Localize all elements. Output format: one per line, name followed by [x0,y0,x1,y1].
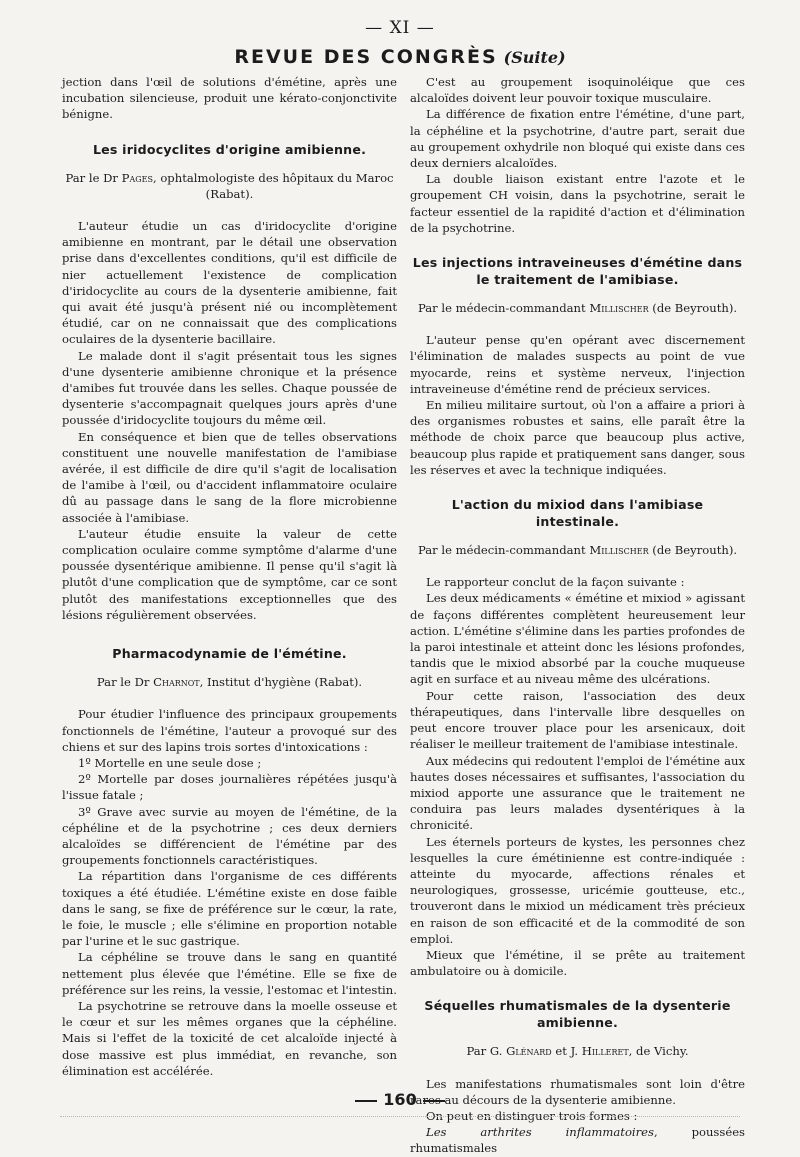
author-name: Hilleret [581,1044,629,1059]
list-item: 1º Mortelle en une seule dose ; [78,755,262,770]
article-heading-injections: Les injections intraveineuses d'émétine dans le traitement de l'amibiase. [412,255,743,288]
continued-paragraph: jection dans l'œil de solutions d'émétine, après une incubation silencieuse, produit une kérato-conjonctivite bénigne. [62,75,397,122]
paragraph: La céphéline se trouve dans le sang en quantité nettement plus élevée que l'émétine. Elle se fixe de préférence sur les reins, la vessie, l'estomac et l'intestin. [62,950,397,997]
article-heading-iridocyclites: Les iridocyclites d'origine amibienne. [92,141,367,157]
author-name: Millischer [589,543,649,558]
article-byline: Par G. Glénard et J. Hilleret, de Vichy. [466,1044,689,1059]
left-column [62,74,397,1079]
paragraph: Pour cette raison, l'association des deux thérapeutiques, dans l'intervalle libre desquelles on peut encore trouver place pour les arsenicaux, doit réaliser le meilleur traitement de l'amibiase intestinale. [410,688,745,752]
paragraph: Aux médecins qui redoutent l'emploi de l'émétine aux hautes doses nécessaires et suffisantes, l'association du mixiod apporte une assurance que le traitement ne conduira pas leurs malades dysentériques à la chronicité. [410,753,745,833]
roman-page-number: — XI — [365,18,435,38]
author-name: Charnot [153,675,200,690]
paragraph: La psychotrine se retrouve dans la moelle osseuse et le cœur et sur les mêmes organes que la céphéline. Mais si l'effet de la toxicité de cet alcaloïde injecté à dose massive est plus immédiat, en revanche, son élimination est accélérée. [62,998,397,1078]
paragraph: La double liaison existant entre l'azote et le groupement CH voisin, dans la psychotrine, serait le facteur essentiel de la rapidité d'action et d'élimination de la psychotrine. [410,172,745,235]
paragraph: La différence de fixation entre l'émétine, d'une part, la céphéline et la psychotrine, d'autre part, serait due au groupement oxhydrile non bloqué qui existe dans ces deux derniers alcaloïdes. [410,107,745,171]
paragraph: Les éternels porteurs de kystes, les personnes chez lesquelles la cure émétinienne est contre-indiquée : atteinte du myocarde, affections rénales et neurologiques, grossesse, uricémie goutteuse, etc., trouveront dans le mixiod un médicament très précieux en raison de son efficacité et de la commodité de son emploi. [410,834,745,946]
paragraph: L'auteur pense qu'en opérant avec discernement l'élimination de malades suspects au point de vue myocarde, reins et système nerveux, l'injection intraveineuse d'émétine rend de précieux services. [410,333,745,396]
title-suffix: (Suite) [503,48,566,67]
paragraph: La répartition dans l'organisme de ces différents toxiques a été étudiée. L'émétine existe en dose faible dans le sang, se fixe de préférence sur le cœur, la rate, le foie, le muscle ; elle s'élimine en proportion notable par l'urine et le suc gastrique. [62,869,397,949]
paragraph: Les deux médicaments « émétine et mixiod » agissant de façons différentes complètent heureusement leur action. L'émétine s'élimine dans les parties profondes de la paroi intestinale et atteint donc les lésions profondes, tandis que le mixiod absorbé par la couche muqueuse agit en surface et au niveau même des ulcérations. [410,591,745,687]
article-byline: Par le Dr Pages, ophtalmologiste des hôpitaux du Maroc (Rabat). [65,170,394,201]
paragraph: En conséquence et bien que de telles observations constituent une nouvelle manifestation de l'amibiase avérée, il est difficile de dire qu'il s'agit de localisation de l'amibe à l'œil, ou d'accident inflammatoire oculaire dû au passage dans le sang de la flore microbienne associée à l'amibiase. [62,429,397,525]
article-heading-mixiod: L'action du mixiod dans l'amibiase intestinale. [451,497,704,530]
paragraph: Pour étudier l'influence des principaux groupements fonctionnels de l'émétine, l'auteur a provoqué sur des chiens et sur des lapins trois sortes d'intoxications : [62,707,397,754]
list-item: 2º Mortelle par doses journalières répétées jusqu'à l'issue fatale ; [62,772,397,803]
article-heading-pharmacodynamie: Pharmacodynamie de l'émétine. [112,646,347,662]
paragraph: On peut en distinguer trois formes : [426,1108,638,1123]
paragraph: L'auteur étudie un cas d'iridocyclite d'origine amibienne en montrant, par le détail une observation prise dans d'excellentes conditions, qu'il est difficile de nier actuellement l'existence de complication d'iridocyclite au cours de la dysenterie amibienne, fait qui avait été jusqu'à présent nié ou incomplètement étudié, car on ne connaissait que des complications oculaires de la dysenterie bacillaire. [62,219,397,347]
paragraph: En milieu militaire surtout, où l'on a affaire a priori à des organismes robustes et sains, elle paraît être la méthode de choix parce que beaucoup plus active, beaucoup plus rapide et pratiquement sans danger, sous les réserves et avec la technique indiquées. [410,398,745,477]
list-item: 3º Grave avec survie au moyen de l'émétine, de la céphéline et de la psychotrine ; ces deux derniers alcaloïdes se différencient de l'émétine par des groupements fonctionnels caractéristiques. [62,804,397,868]
paragraph: L'auteur étudie ensuite la valeur de cette complication oculaire comme symptôme d'alarme d'une poussée dysentérique amibienne. Il pense qu'il s'agit là plutôt d'une complication que de symptôme, car ce sont plutôt des manifestations exceptionnelles que des lésions régulièrement observées. [62,526,397,622]
paragraph: Mieux que l'émétine, il se prête au traitement ambulatoire ou à domicile. [410,947,745,979]
journal-section-title: REVUE DES CONGRÈS [234,46,498,68]
article-byline: Par le médecin-commandant Millischer (de Beyrouth). [417,543,738,558]
author-name: Pages [121,170,153,185]
paragraph: C'est au groupement isoquinoléique que ces alcaloïdes doivent leur pouvoir toxique musculaire. [410,75,745,106]
page-number: 160 [0,1090,800,1109]
article-byline: Par le Dr Charnot, Institut d'hygiène (Rabat). [96,675,363,690]
footer-rule [60,1116,740,1117]
right-column [410,74,745,1157]
article-byline: Par le médecin-commandant Millischer (de Beyrouth). [417,301,738,316]
running-head [0,46,800,68]
paragraph: Le rapporteur conclut de la façon suivante : [426,575,685,590]
author-name: Millischer [589,301,649,316]
paragraph: Le malade dont il s'agit présentait tous les signes d'une dysenterie amibienne chronique et la présence d'amibes fut trouvée dans les selles. Chaque poussée de dysenterie s'accompagnait quelques jours après d'une poussée d'iridocyclite toujours du même œil. [62,348,397,428]
paragraph: Les manifestations rhumatismales sont loin d'être rares au décours de la dysenterie amibienne. [410,1076,745,1107]
article-heading-sequelles: Séquelles rhumatismales de la dysenterie amibienne. [424,998,731,1031]
author-name: Glénard [506,1044,552,1059]
paragraph: Les arthrites inflammatoires, poussées rhumatismales [410,1125,746,1156]
italic-term: Les arthrites inflammatoires [426,1125,654,1140]
